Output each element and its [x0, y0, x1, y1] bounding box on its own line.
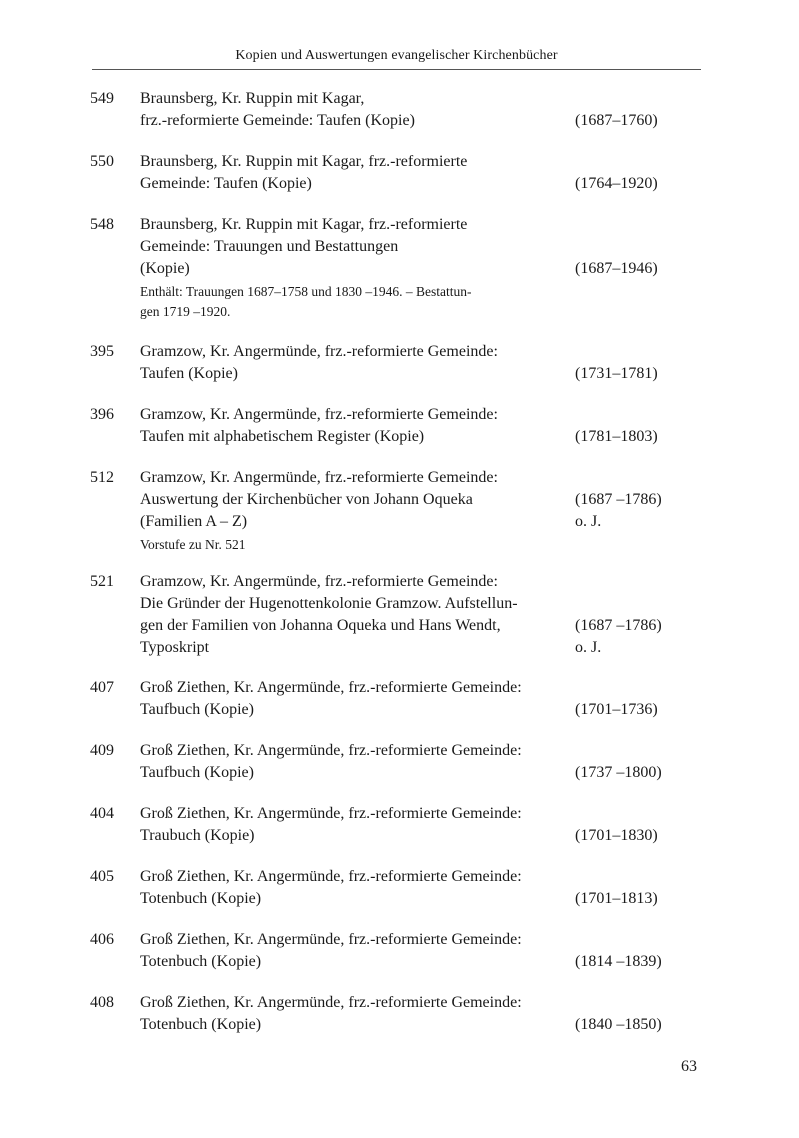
entry-title-line: Auswertung der Kirchenbücher von Johann Oqueka — [140, 491, 473, 508]
entry-date-range: (1701–1813) — [575, 890, 658, 907]
catalog-entry-408 — [90, 992, 670, 1036]
entry-date-undated: o. J. — [575, 639, 602, 656]
running-head: Kopien und Auswertungen evangelischer Kirchenbücher — [235, 48, 558, 63]
entry-title-line: Taufen mit alphabetischem Register (Kopie) — [140, 428, 425, 445]
entry-date-range: (1731–1781) — [575, 365, 658, 382]
entry-date-range: (1814 –1839) — [575, 953, 662, 970]
entry-title-line: Typoskript — [140, 639, 210, 656]
entry-title-line: Gramzow, Kr. Angermünde, frz.-reformierte Gemeinde: — [140, 406, 498, 423]
entry-title-line: Braunsberg, Kr. Ruppin mit Kagar, frz.-reformierte — [140, 153, 468, 170]
entry-title-line: Taufbuch (Kopie) — [140, 764, 254, 781]
entry-number: 409 — [90, 742, 114, 759]
page-number: 63 — [681, 1058, 697, 1075]
entry-number: 549 — [90, 90, 114, 107]
entry-number: 406 — [90, 931, 114, 948]
entry-title-line: Gramzow, Kr. Angermünde, frz.-reformierte Gemeinde: — [140, 469, 498, 486]
entry-title-line: (Familien A – Z) — [140, 513, 248, 530]
entry-title-line: Gemeinde: Trauungen und Bestattungen — [140, 238, 399, 255]
catalog-entry-521 — [90, 571, 670, 659]
entry-title-line: Groß Ziethen, Kr. Angermünde, frz.-reformierte Gemeinde: — [140, 679, 522, 696]
entry-number: 408 — [90, 994, 114, 1011]
entry-number: 396 — [90, 406, 114, 423]
entry-title-line: Taufbuch (Kopie) — [140, 701, 254, 718]
entry-number: 512 — [90, 469, 114, 486]
entry-title-line: Totenbuch (Kopie) — [140, 953, 262, 970]
entry-date-range: (1764–1920) — [575, 175, 658, 192]
entry-date-range: (1701–1736) — [575, 701, 658, 718]
catalog-entry-395 — [90, 341, 670, 385]
catalog-entry-406 — [90, 929, 670, 973]
catalog-entry-404 — [90, 803, 670, 847]
entry-title-line: frz.-reformierte Gemeinde: Taufen (Kopie) — [140, 112, 415, 129]
entry-date-range: (1781–1803) — [575, 428, 658, 445]
entry-date-range: (1701–1830) — [575, 827, 658, 844]
entry-title-line: Traubuch (Kopie) — [140, 827, 255, 844]
entry-title-line: Taufen (Kopie) — [140, 365, 238, 382]
entry-number: 395 — [90, 343, 114, 360]
catalog-entry-407 — [90, 677, 670, 721]
entry-date-range: (1687–1946) — [575, 260, 658, 277]
entry-note-line: gen 1719 –1920. — [140, 304, 231, 319]
catalog-entry-512 — [90, 467, 670, 555]
catalog-entry-550 — [90, 151, 670, 195]
entry-number: 548 — [90, 216, 114, 233]
entry-number: 550 — [90, 153, 114, 170]
entry-title-line: Totenbuch (Kopie) — [140, 1016, 262, 1033]
catalog-entry-548 — [90, 214, 670, 322]
catalog-entry-549 — [90, 88, 670, 132]
entry-date-range: (1687 –1786) — [575, 491, 662, 508]
entry-date-range: (1687 –1786) — [575, 617, 662, 634]
entry-number: 407 — [90, 679, 114, 696]
entry-title-line: Die Gründer der Hugenottenkolonie Gramzow. Aufstellun- — [140, 595, 518, 612]
catalog-entry-409 — [90, 740, 670, 784]
entry-title-line: Gramzow, Kr. Angermünde, frz.-reformierte Gemeinde: — [140, 573, 498, 590]
entry-title-line: Groß Ziethen, Kr. Angermünde, frz.-reformierte Gemeinde: — [140, 868, 522, 885]
entry-date-range: (1687–1760) — [575, 112, 658, 129]
entry-title-line: Gramzow, Kr. Angermünde, frz.-reformierte Gemeinde: — [140, 343, 498, 360]
catalog-entry-405 — [90, 866, 670, 910]
entry-title-line: Totenbuch (Kopie) — [140, 890, 262, 907]
catalog-entry-396 — [90, 404, 670, 448]
entry-title-line: Braunsberg, Kr. Ruppin mit Kagar, — [140, 90, 365, 107]
entry-date-range: (1737 –1800) — [575, 764, 662, 781]
entry-number: 521 — [90, 573, 114, 590]
entry-title-line: Braunsberg, Kr. Ruppin mit Kagar, frz.-reformierte — [140, 216, 468, 233]
entry-date-undated: o. J. — [575, 513, 602, 530]
header-rule — [92, 69, 701, 70]
entry-note-line: Vorstufe zu Nr. 521 — [140, 537, 246, 552]
entry-title-line: gen der Familien von Johanna Oqueka und Hans Wendt, — [140, 617, 501, 634]
entry-title-line: Gemeinde: Taufen (Kopie) — [140, 175, 312, 192]
entry-title-line: (Kopie) — [140, 260, 190, 277]
entry-number: 405 — [90, 868, 114, 885]
entry-title-line: Groß Ziethen, Kr. Angermünde, frz.-reformierte Gemeinde: — [140, 931, 522, 948]
entry-title-line: Groß Ziethen, Kr. Angermünde, frz.-reformierte Gemeinde: — [140, 805, 522, 822]
entry-note-line: Enthält: Trauungen 1687–1758 und 1830 –1946. – Bestattun- — [140, 284, 472, 299]
entry-title-line: Groß Ziethen, Kr. Angermünde, frz.-reformierte Gemeinde: — [140, 742, 522, 759]
entry-date-range: (1840 –1850) — [575, 1016, 662, 1033]
entry-number: 404 — [90, 805, 114, 822]
entry-title-line: Groß Ziethen, Kr. Angermünde, frz.-reformierte Gemeinde: — [140, 994, 522, 1011]
